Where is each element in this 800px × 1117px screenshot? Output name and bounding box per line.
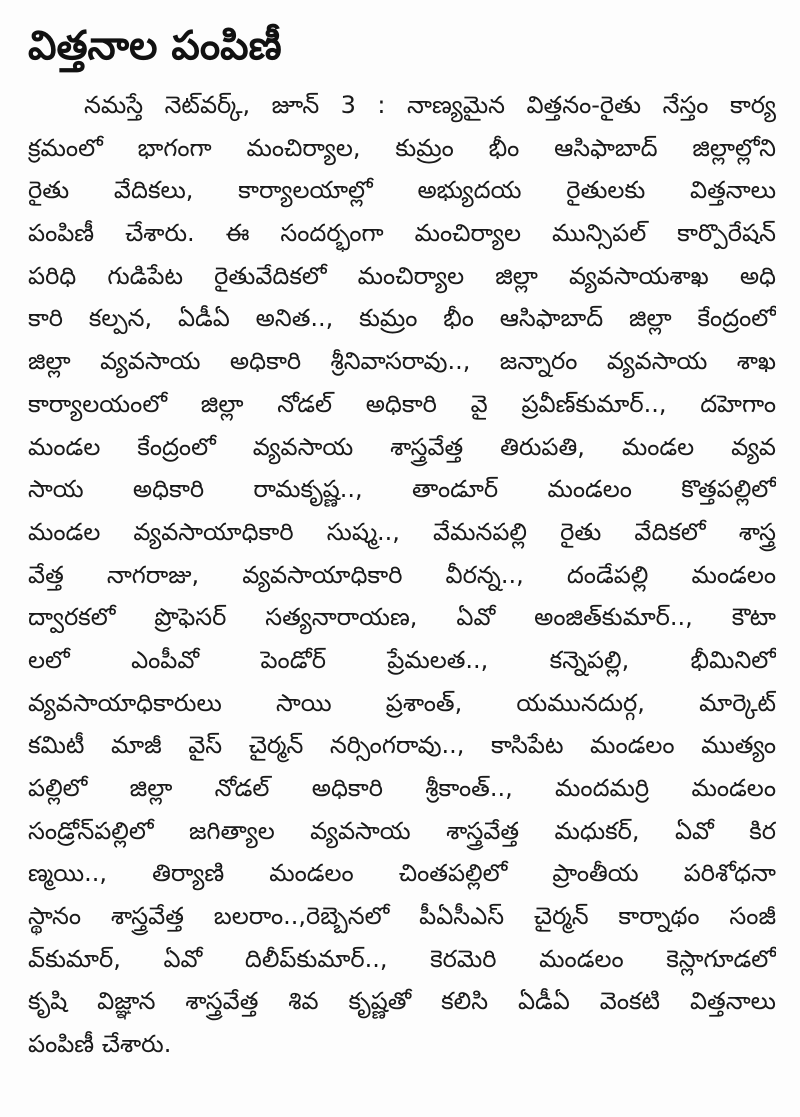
article-line: మండల వ్యవసాయాధికారి సుష్మ.., వేమనపల్లి రైతు వేదికలో శాస్త్ర	[28, 517, 776, 546]
article-line: పంపిణీ చేశారు.	[28, 1030, 172, 1059]
article-line: స్థానం శాస్త్రవేత్త బలరాం..,రెబ్బెనలో పీఏసీఎస్ చైర్మన్ కార్నాథం సంజీ	[28, 902, 776, 931]
article-line: కృషి విజ్ఞాన శాస్త్రవేత్త శివ కృష్ణతో కలిసి ఏడీఏ వెంకటి విత్తనాలు	[28, 987, 776, 1016]
article-line: జిల్లా వ్యవసాయ అధికారి శ్రీనివాసరావు.., జన్నారం వ్యవసాయ శాఖ	[28, 347, 776, 376]
article-line: వ్‌కుమార్, ఏవో దిలీప్‌కుమార్.., కెరమెరి మండలం కెస్లాగూడలో	[28, 944, 776, 973]
article-line: వ్యవసాయాధికారులు సాయి ప్రశాంత్, యమునదుర్గ, మార్కెట్	[28, 688, 776, 717]
article-line: సాయ అధికారి రామకృష్ణ.., తాండూర్ మండలం కొత్తపల్లిలో	[28, 475, 776, 504]
article-body	[28, 84, 776, 1066]
article-line: పరిధి గుడిపేట రైతువేదికలో మంచిర్యాల జిల్లా వ్యవసాయశాఖ అధి	[28, 261, 776, 290]
article-line: వేత్త నాగరాజు, వ్యవసాయాధికారి వీరన్న.., దండేపల్లి మండలం	[28, 560, 776, 589]
article-line: మండల కేంద్రంలో వ్యవసాయ శాస్త్రవేత్త తిరుపతి, మండల వ్యవ	[28, 432, 776, 461]
article-line: ణ్మయి.., తిర్యాణి మండలం చింతపల్లిలో ప్రాంతీయ పరిశోధనా	[28, 859, 776, 888]
article-line: కారి కల్పన, ఏడీఏ అనిత.., కుమ్రం భీం ఆసిఫాబాద్ జిల్లా కేంద్రంలో	[28, 304, 776, 333]
article-line: లలో ఎంపీవో పెండోర్ ప్రేమలత.., కన్నెపల్లి, భీమినిలో	[28, 645, 776, 674]
article-line: కమిటీ మాజీ వైస్ చైర్మన్ నర్సింగరావు.., కాసిపేట మండలం ముత్యం	[28, 731, 776, 760]
article-line: నమస్తే నెట్‌వర్క్, జూన్ 3 : నాణ్యమైన విత్తనం-రైతు నేస్తం కార్య	[84, 91, 776, 119]
article-line: పంపిణీ చేశారు. ఈ సందర్భంగా మంచిర్యాల మున్సిపల్ కార్పొరేషన్	[28, 219, 776, 248]
article-line: ద్వారకలో ప్రొఫెసర్ సత్యనారాయణ, ఏవో అంజిత్‌కుమార్.., కౌటా	[28, 603, 776, 632]
headline: విత్తనాల పంపిణీ	[28, 23, 282, 69]
article-line: కార్యాలయంలో జిల్లా నోడల్ అధికారి వై ప్రవీణ్‌కుమార్.., దహెగాం	[28, 389, 776, 418]
article-line: సండ్రోన్‌పల్లిలో జగిత్యాల వ్యవసాయ శాస్త్రవేత్త మధుకర్, ఏవో కిర	[28, 816, 776, 845]
article-line: రైతు వేదికలు, కార్యాలయాల్లో అభ్యుదయ రైతులకు విత్తనాలు	[28, 176, 776, 205]
article-line: పల్లిలో జిల్లా నోడల్ అధికారి శ్రీకాంత్.., మందమర్రి మండలం	[28, 774, 776, 802]
article-line: క్రమంలో భాగంగా మంచిర్యాల, కుమ్రం భీం ఆసిఫాబాద్ జిల్లాల్లోని	[28, 133, 776, 162]
